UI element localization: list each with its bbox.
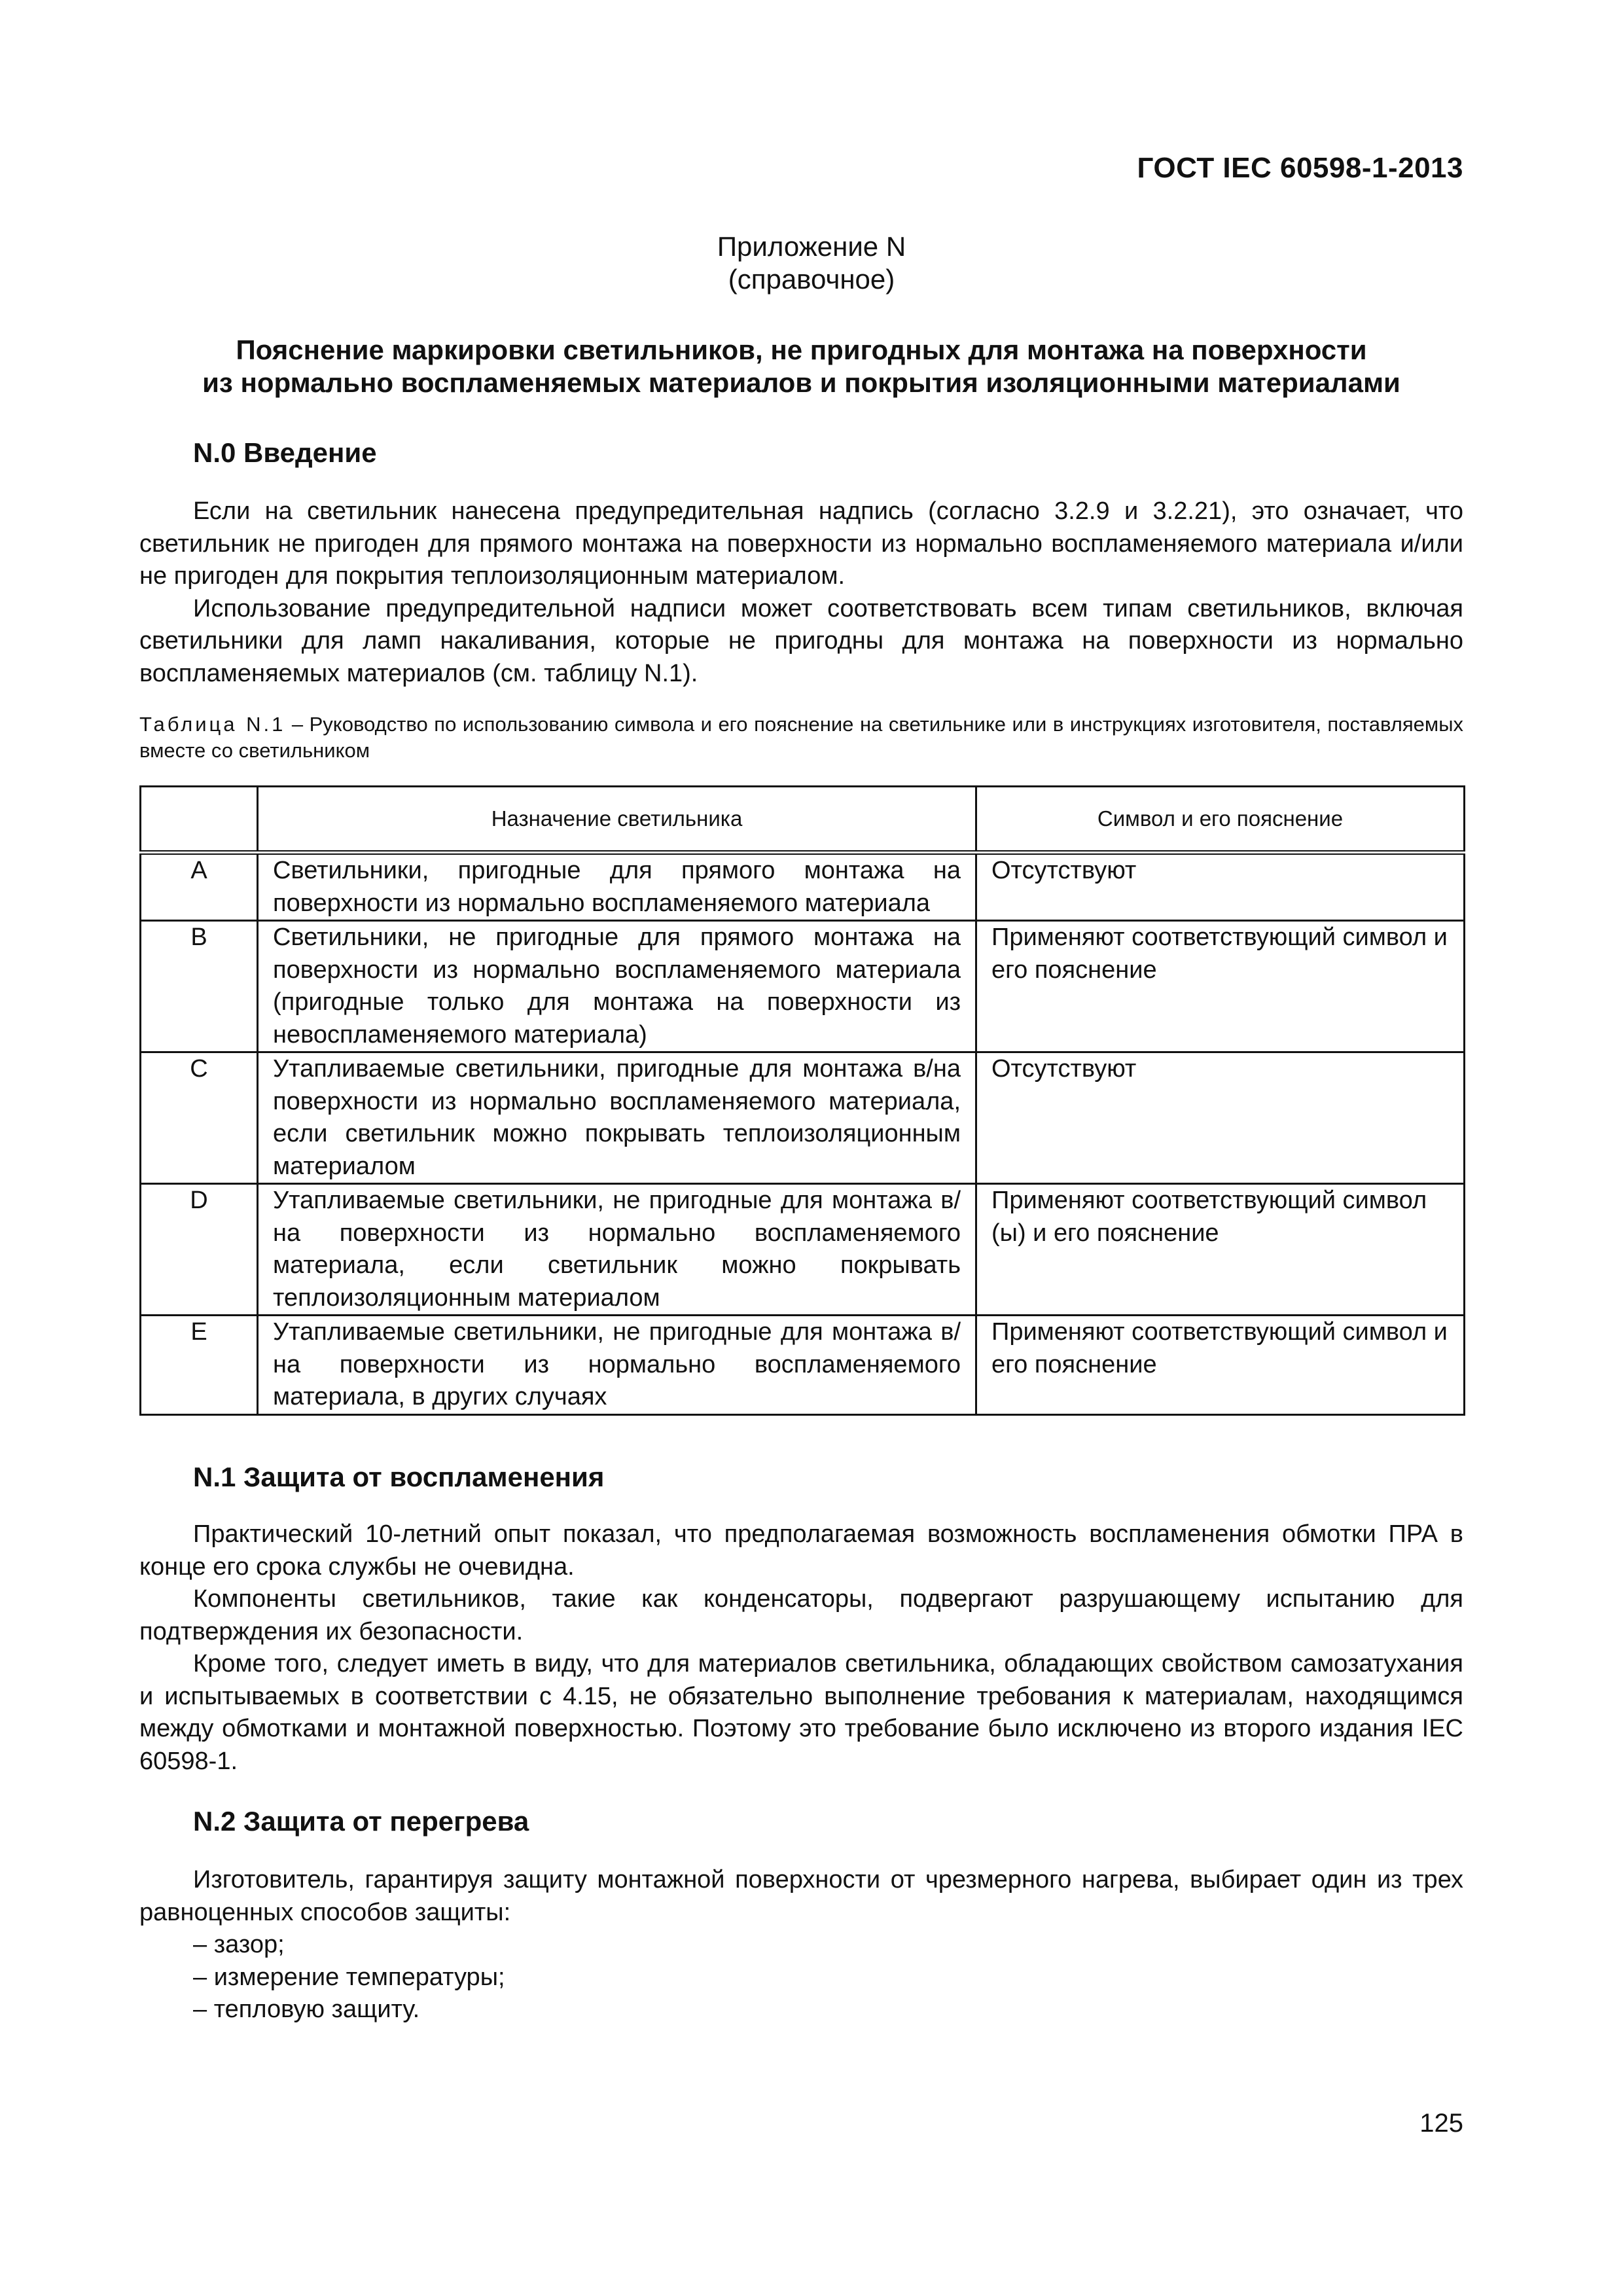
section-heading-n2: N.2 Защита от перегрева xyxy=(193,1806,529,1837)
table-row xyxy=(141,1316,1465,1415)
row-purpose: Светильники, не пригодные для прямого монтажа на поверхности из нормально воспламеняемого материала (пригодные только для монтажа на поверхности из невоспламеняемого материала) xyxy=(258,921,976,1052)
annex-subtitle: (справочное) xyxy=(728,264,895,295)
row-symbol: Применяют соответствующий символ и его пояснение xyxy=(976,921,1465,1052)
section-n2-body xyxy=(139,1864,1463,1929)
paragraph: Использование предупредительной надписи может соответствовать всем типам светильников, включая светильники для ламп накаливания, которые не пригодны для монтажа на поверхности из нормально воспламеняемых материалов (см. таблицу N.1). xyxy=(139,594,1463,687)
section-heading-n1: N.1 Защита от воспламенения xyxy=(193,1462,605,1492)
section-n0-body xyxy=(139,495,1463,690)
list-item: – тепловую защиту. xyxy=(193,1996,420,2023)
annex-title: Приложение N xyxy=(717,231,906,262)
row-purpose: Утапливаемые светильники, не пригодные для монтажа в/на поверхности из нормально воспламеняемого материала, если светильник можно покрывать теплоизоляционным материалом xyxy=(258,1184,976,1316)
paragraph: Если на светильник нанесена предупредительная надпись (согласно 3.2.9 и 3.2.21), это означает, что светильник не пригоден для прямого монтажа на поверхности из нормально воспламеняемого материала и/или не пригоден для покрытия теплоизоляционным материалом. xyxy=(139,497,1463,590)
table-row xyxy=(141,853,1465,921)
section-n1-body xyxy=(139,1518,1463,1778)
row-key: E xyxy=(141,1316,258,1415)
row-key: B xyxy=(141,921,258,1052)
paragraph: Практический 10-летний опыт показал, что предполагаемая возможность воспламенения обмотки ПРА в конце его срока службы не очевидна. xyxy=(139,1520,1463,1581)
section-heading-n0: N.0 Введение xyxy=(193,437,377,468)
table-caption-label: Таблица N.1 xyxy=(139,713,286,736)
annex-main-title xyxy=(139,334,1463,399)
page-number: 125 xyxy=(1419,2109,1463,2138)
main-title-line1: Пояснение маркировки светильников, не пригодных для монтажа на поверхности xyxy=(236,334,1367,365)
header-purpose: Назначение светильника xyxy=(258,787,976,853)
row-key: A xyxy=(141,853,258,921)
row-symbol: Отсутствуют xyxy=(976,853,1465,921)
table-row xyxy=(141,921,1465,1052)
protection-methods-list xyxy=(193,1929,505,2026)
row-symbol: Применяют соответствующий символ и его пояснение xyxy=(976,1316,1465,1415)
table-row xyxy=(141,1184,1465,1316)
paragraph: Кроме того, следует иметь в виду, что для материалов светильника, обладающих свойством самозатухания и испытываемых в соответствии с 4.15, не обязательно выполнение требования к материалам, находящимся между обмотками и монтажной поверхностью. Поэтому это требование было исключено из второго издания IEC 60598-1. xyxy=(139,1650,1463,1775)
row-key: C xyxy=(141,1052,258,1184)
row-symbol: Отсутствуют xyxy=(976,1052,1465,1184)
header-key xyxy=(141,787,258,853)
document-code: ГОСТ IEC 60598-1-2013 xyxy=(1137,152,1463,184)
row-purpose: Светильники, пригодные для прямого монтажа на поверхности из нормально воспламеняемого материала xyxy=(258,853,976,921)
row-key: D xyxy=(141,1184,258,1316)
table-caption-text: – Руководство по использованию символа и его пояснение на светильнике или в инструкциях изготовителя, поставляемых вместе со светильником xyxy=(139,713,1464,762)
row-purpose: Утапливаемые светильники, не пригодные для монтажа в/на поверхности из нормально воспламеняемого материала, в других случаях xyxy=(258,1316,976,1415)
table-header-row xyxy=(141,787,1465,853)
table-caption xyxy=(139,711,1463,764)
paragraph: Компоненты светильников, такие как конденсаторы, подвергают разрушающему испытанию для подтверждения их безопасности. xyxy=(139,1585,1463,1645)
list-item: – зазор; xyxy=(193,1931,285,1958)
row-symbol: Применяют соответствующий символ (ы) и его пояснение xyxy=(976,1184,1465,1316)
paragraph: Изготовитель, гарантируя защиту монтажной поверхности от чрезмерного нагрева, выбирает один из трех равноценных способов защиты: xyxy=(139,1866,1463,1926)
table-row xyxy=(141,1052,1465,1184)
list-item: – измерение температуры; xyxy=(193,1963,505,1991)
row-purpose: Утапливаемые светильники, пригодные для монтажа в/на поверхности из нормально воспламеняемого материала, если светильник можно покрывать теплоизоляционным материалом xyxy=(258,1052,976,1184)
annex-heading xyxy=(0,230,1623,296)
main-title-line2: из нормально воспламеняемых материалов и покрытия изоляционными материалами xyxy=(202,367,1400,398)
header-symbol: Символ и его пояснение xyxy=(976,787,1465,853)
purpose-table xyxy=(139,785,1465,1416)
